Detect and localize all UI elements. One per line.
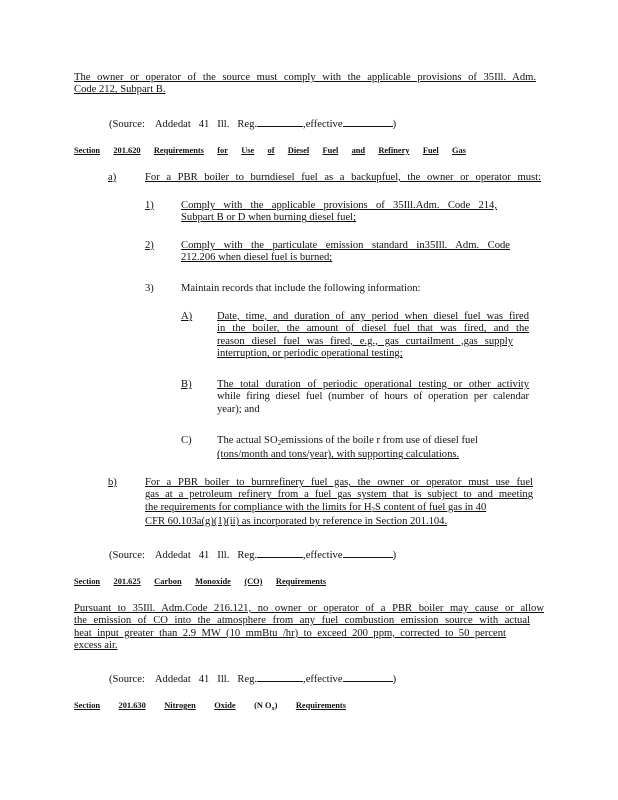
- source-note-2: (Source: Addedat 41 Ill. Reg. ,effective ): [109, 547, 396, 562]
- item-c-label: C): [181, 435, 192, 446]
- effective-blank: [343, 547, 393, 558]
- effective-blank: [343, 671, 393, 682]
- reg-blank: [257, 116, 303, 127]
- effective-blank: [343, 116, 393, 127]
- item-c-text: The actual $SO_2emissions$ of the boile r from use of diesel fuel (tons/month and tons/year), with supporting calculations.: [217, 435, 478, 461]
- intro-paragraph: [74, 72, 536, 97]
- source-note-3: (Source: Addedat 41 Ill. Reg. ,effective ): [109, 671, 396, 686]
- section-201-620-heading: Section 201.620 Requirements for Use of Diesel Fuel and Refinery Fuel Gas: [74, 146, 466, 155]
- reg-blank: [257, 547, 303, 558]
- item-a-label: A): [181, 311, 193, 322]
- source-note-1: (Source: Addedat 41 Ill. Reg. ,effective ): [109, 116, 396, 131]
- item-b-text: The total duration of periodic operational testing or other activity while firing diesel fuel (number of hours of operation per calendar year); and: [217, 379, 529, 415]
- section-201-630-heading: Section 201.630 Nitrogen Oxide (N Ox) Requirements: [74, 701, 346, 712]
- intro-line-2: Code 212, Subpart B.: [74, 84, 166, 96]
- item-3-text: Maintain records that include the following information:: [181, 283, 421, 294]
- item-1-label: 1): [145, 200, 154, 211]
- item-a-text: Date, time, and duration of any period when diesel fuel was fired in the boiler, the amount of diesel fuel that was fired, and the reason diesel fuel was fired, e.g., gas curtailment ,gas supply interruption, or periodic operational testing;: [217, 311, 529, 360]
- item-2-text: Comply with the particulate emission standard in35Ill. Adm. Code 212.206 when diesel fuel is burned;: [181, 240, 510, 264]
- item-1-text: Comply with the applicable provisions of 35Ill.Adm. Code 214, Subpart B or D when burning diesel fuel;: [181, 200, 497, 224]
- para-b-label: b): [108, 477, 117, 488]
- para-b-text: For a PBR boiler to burnrefinery fuel gas, the owner or operator must use fuel gas at a petroleum refinery from a fuel gas system that is subject to and meeting the requirements for compliance with the limits for $H_2S$ content of fuel gas in 40 CFR 60.103a(g)(1)(ii) as incorporated by reference in Section 201.104.: [145, 477, 533, 528]
- item-3-label: 3): [145, 283, 154, 294]
- section-201-625-heading: Section 201.625 Carbon Monoxide (CO) Requirements: [74, 577, 326, 586]
- section-625-paragraph: Pursuant to 35Ill. Adm.Code 216.121, no owner or operator of a PBR boiler may cause or allow the emission of CO into the atmosphere from any fuel combustion emission source with actual heat input greater than 2.9 MW (10 mmBtu /hr) to exceed 200 ppm, corrected to 50 percent excess air.: [74, 603, 544, 652]
- para-a-label: a): [108, 172, 117, 183]
- item-b-label: B): [181, 379, 192, 390]
- item-2-label: 2): [145, 240, 154, 251]
- intro-line-1: The owner or operator of the source must comply with the applicable provisions of 35Ill. Adm.: [74, 72, 536, 83]
- reg-blank: [257, 671, 303, 682]
- para-a-text: For a PBR boiler to burndiesel fuel as a backupfuel, the owner or operator must:: [145, 172, 541, 183]
